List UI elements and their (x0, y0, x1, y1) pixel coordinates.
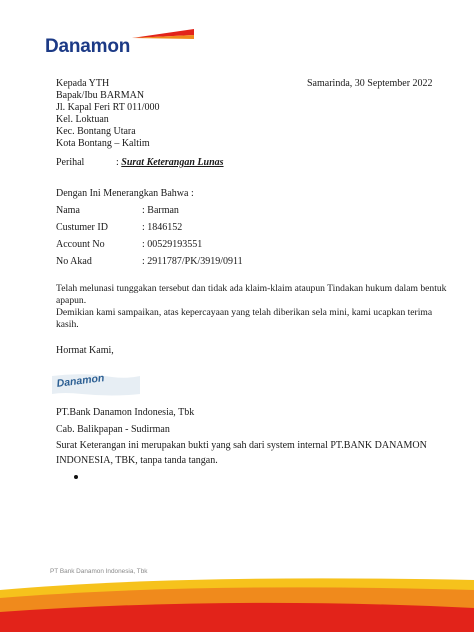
footer-text: PT Bank Danamon Indonesia, Tbk (50, 568, 148, 575)
body-p1-line2: apapun. (56, 295, 87, 306)
danamon-logo (44, 29, 194, 69)
subject-value: Surat Keterangan Lunas (121, 157, 224, 168)
detail-label-no-akad: No Akad (56, 256, 92, 267)
signatory-note-line2: INDONESIA, TBK, tanpa tanda tangan. (56, 455, 218, 466)
signatory-company: PT.Bank Danamon Indonesia, Tbk (56, 407, 195, 418)
detail-value-customer-id: : 1846152 (142, 222, 183, 233)
detail-label-name: Nama (56, 205, 80, 216)
recipient-line-2: Bapak/Ibu BARMAN (56, 90, 145, 101)
stamp-logo-wordmark: Danamon (56, 372, 105, 390)
recipient-line-3: Jl. Kapal Feri RT 011/000 (56, 102, 160, 113)
recipient-line-1: Kepada YTH (56, 78, 110, 89)
detail-value-account-no: : 00529193551 (142, 239, 203, 250)
recipient-line-4: Kel. Loktuan (56, 114, 109, 125)
stamp-logo (52, 370, 142, 404)
body-p2-line1: Demikian kami sampaikan, atas kepercayaan yang telah diberikan sela mini, kami ucapkan terima (56, 307, 433, 318)
logo-wordmark: Danamon (45, 36, 131, 57)
detail-value-name: : Barman (142, 205, 179, 216)
signatory-branch: Cab. Balikpapan - Sudirman (56, 424, 170, 435)
subject-label: Perihal (56, 157, 85, 168)
subject-value-row (116, 157, 224, 169)
footer-band (0, 568, 474, 632)
body-p2-line2: kasih. (56, 319, 79, 330)
bullet-dot (74, 475, 78, 479)
subject-colon: : (116, 157, 119, 168)
letter-date: Samarinda, 30 September 2022 (307, 78, 433, 89)
recipient-line-5: Kec. Bontang Utara (56, 126, 136, 137)
recipient-line-6: Kota Bontang – Kaltim (56, 138, 150, 149)
intro-text: Dengan Ini Menerangkan Bahwa : (56, 188, 194, 199)
closing-text: Hormat Kami, (56, 345, 114, 356)
detail-value-no-akad: : 2911787/PK/3919/0911 (142, 256, 243, 267)
body-p1-line1: Telah melunasi tunggakan tersebut dan tidak ada klaim-klaim ataupun Tindakan hukum dalam bentuk (56, 283, 447, 294)
detail-label-account-no: Account No (56, 239, 105, 250)
detail-label-customer-id: Custumer ID (56, 222, 108, 233)
signatory-note-line1: Surat Keterangan ini merupakan bukti yang sah dari system internal PT.BANK DANAMON (56, 440, 427, 451)
